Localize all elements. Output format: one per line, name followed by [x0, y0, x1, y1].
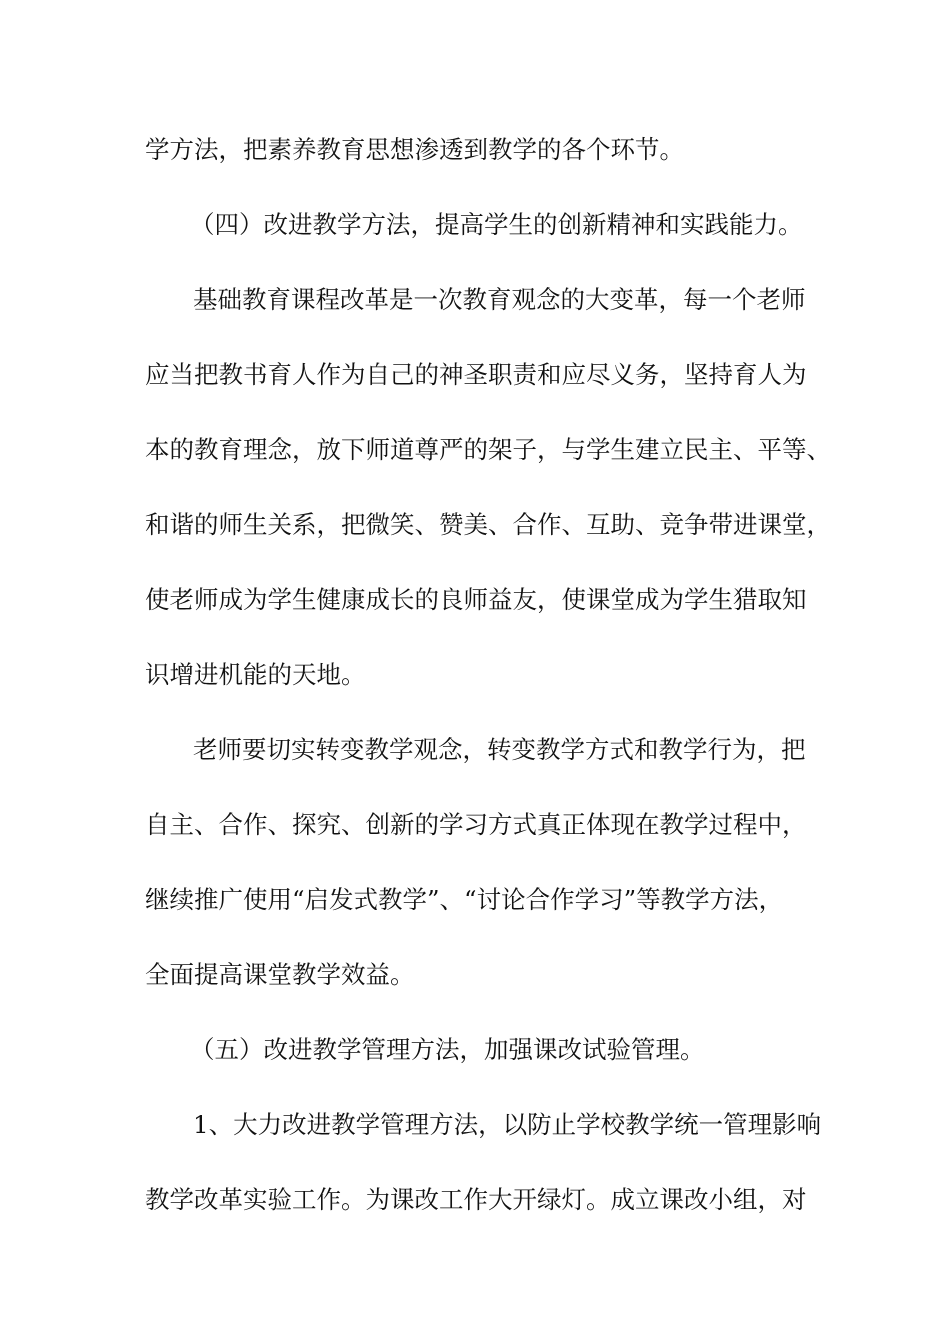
text-line-8: 识增进机能的天地。	[145, 660, 366, 689]
section-heading-4: （四）改进教学方法，提高学生的创新精神和实践能力。	[190, 210, 803, 239]
text-line-15: 教学改革实验工作。为课改工作大开绿灯。成立课改小组，对	[145, 1185, 807, 1214]
text-line-10: 自主、合作、探究、创新的学习方式真正体现在教学过程中，	[145, 810, 807, 839]
text-line-11: 继续推广使用“启发式教学”、“讨论合作学习”等教学方法，	[145, 885, 784, 914]
text-line-12: 全面提高课堂教学效益。	[145, 960, 415, 989]
text-line-4: 应当把教书育人作为自己的神圣职责和应尽义务，坚持育人为	[145, 360, 807, 389]
section-heading-5: （五）改进教学管理方法，加强课改试验管理。	[190, 1035, 705, 1064]
text-line-6: 和谐的师生关系，把微笑、赞美、合作、互助、竞争带进课堂，	[145, 510, 831, 539]
text-line-7: 使老师成为学生健康成长的良师益友，使课堂成为学生猎取知	[145, 585, 807, 614]
text-line-9: 老师要切实转变教学观念，转变教学方式和教学行为，把	[193, 735, 806, 764]
text-line-14: 1、大力改进教学管理方法，以防止学校教学统一管理影响	[193, 1110, 822, 1139]
text-line-1: 学方法，把素养教育思想渗透到教学的各个环节。	[145, 135, 684, 164]
text-line-5: 本的教育理念，放下师道尊严的架子，与学生建立民主、平等、	[145, 435, 831, 464]
text-line-3: 基础教育课程改革是一次教育观念的大变革，每一个老师	[193, 285, 806, 314]
